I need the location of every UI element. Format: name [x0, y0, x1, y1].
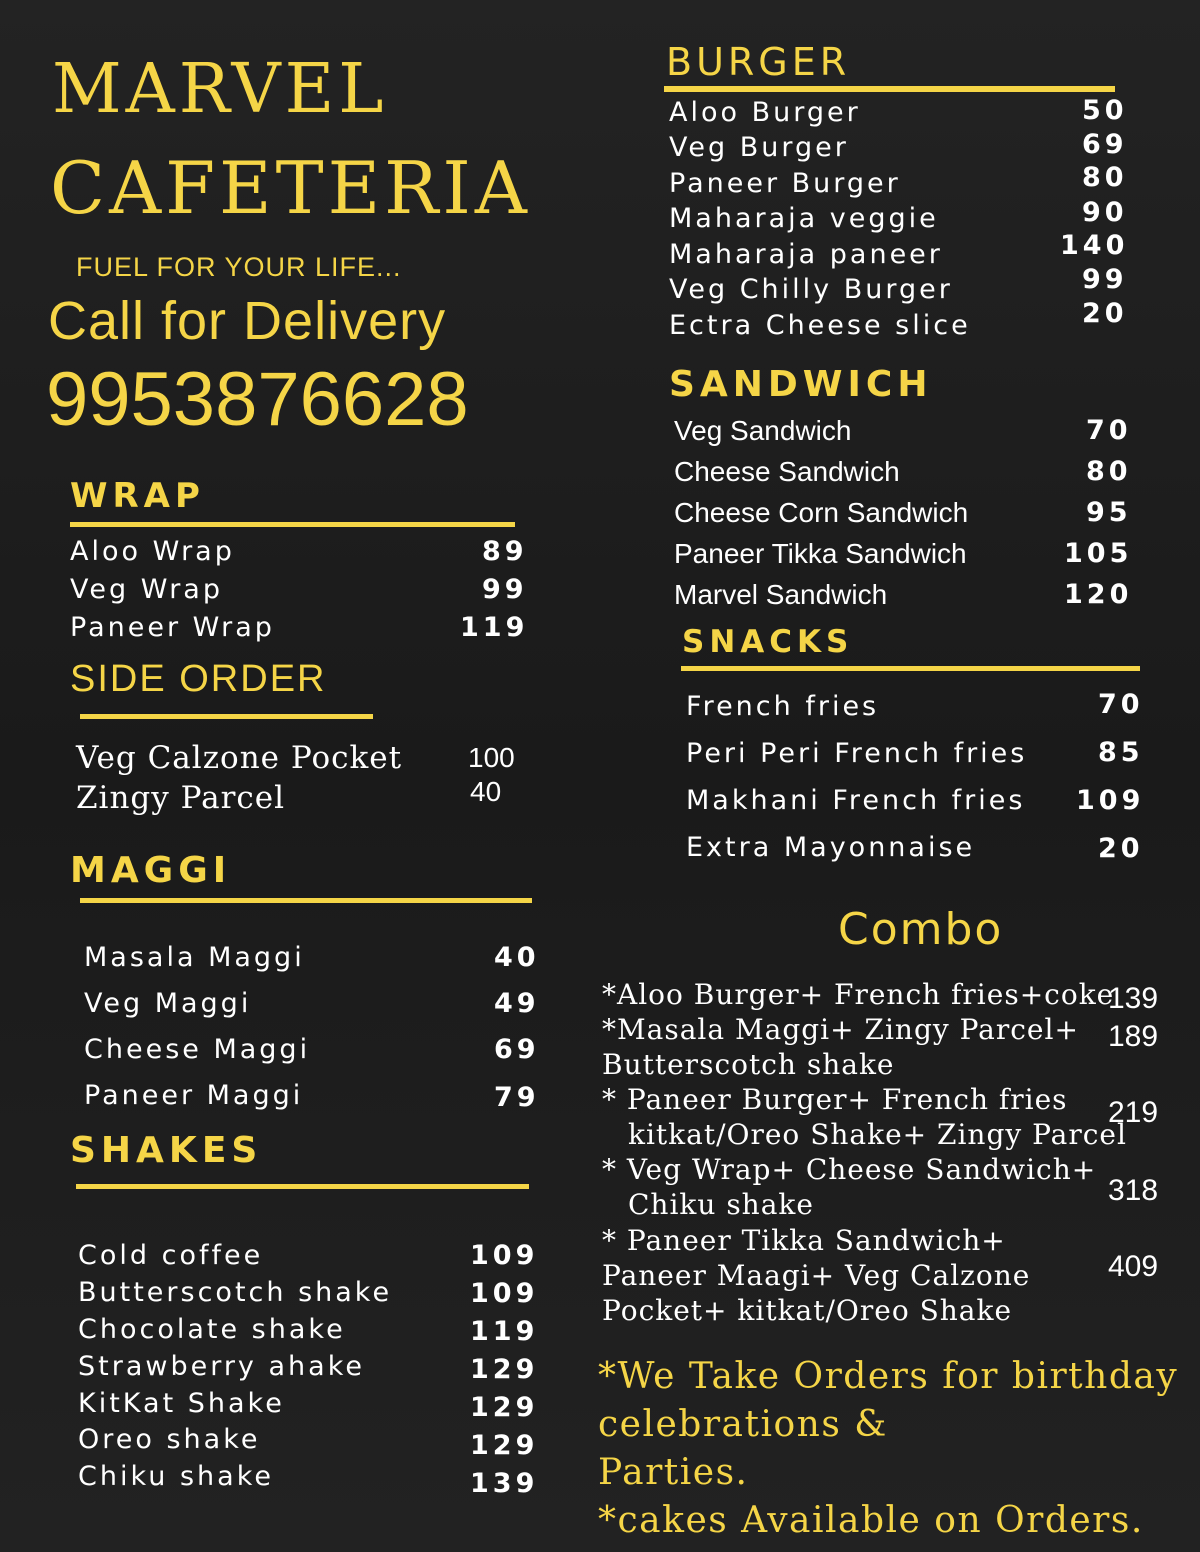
menu-item-price: 140	[1060, 230, 1129, 261]
menu-item-name: Aloo Burger	[669, 97, 861, 128]
menu-item-price: 129	[470, 1354, 539, 1385]
menu-item-name: Extra Mayonnaise	[686, 832, 976, 863]
menu-item-name: Veg Burger	[669, 132, 849, 163]
menu-item-price: 80	[1082, 162, 1128, 193]
menu-item-name: Veg Wrap	[70, 574, 223, 605]
menu-item-name: Maharaja paneer	[669, 239, 943, 270]
combo-item-line: *Masala Maggi+ Zingy Parcel+	[602, 1013, 1079, 1046]
combo-item-price: 409	[1108, 1250, 1159, 1283]
menu-item-name: French fries	[686, 691, 880, 722]
menu-item-price: 105	[1064, 538, 1133, 569]
section-title-side-order: SIDE ORDER	[70, 658, 327, 700]
combo-item-line: * Veg Wrap+ Cheese Sandwich+	[602, 1153, 1097, 1186]
menu-item-name: Zingy Parcel	[76, 780, 286, 816]
menu-item-price: 119	[470, 1316, 539, 1347]
combo-item-line: Butterscotch shake	[602, 1048, 895, 1081]
menu-item-price: 50	[1082, 95, 1128, 126]
menu-item-name: Cheese Corn Sandwich	[674, 497, 969, 528]
section-title-wrap: WRAP	[70, 476, 205, 516]
menu-item-price: 95	[1086, 497, 1132, 528]
menu-item-price: 79	[494, 1082, 540, 1113]
menu-item-name: Cheese Sandwich	[674, 456, 900, 487]
note-line: *We Take Orders for birthday	[598, 1356, 1179, 1397]
menu-item-price: 139	[470, 1468, 539, 1499]
menu-item-price: 85	[1098, 737, 1144, 768]
combo-item-line: kitkat/Oreo Shake+ Zingy Parcel	[628, 1118, 1127, 1151]
brand-title-line1: MARVEL	[52, 50, 388, 129]
section-title-snacks: SNACKS	[682, 624, 854, 660]
menu-item-price: 20	[1082, 298, 1128, 329]
menu-item-name: Veg Calzone Pocket	[76, 740, 403, 776]
menu-item-price: 70	[1086, 415, 1132, 446]
section-title-shakes: SHAKES	[70, 1130, 263, 1171]
menu-item-name: Paneer Wrap	[70, 612, 275, 643]
menu-item-name: Makhani French fries	[686, 785, 1026, 816]
menu-item-name: Paneer Maggi	[84, 1080, 304, 1111]
phone-number[interactable]: 9953876628	[46, 357, 469, 442]
menu-item-price: 69	[1082, 129, 1128, 160]
note-line: *cakes Available on Orders.	[598, 1500, 1144, 1541]
menu-item-name: Maharaja veggie	[669, 203, 939, 234]
section-title-combo: Combo	[838, 904, 1004, 955]
menu-item-price: 89	[482, 536, 528, 567]
menu-item-price: 20	[1098, 833, 1144, 864]
menu-item-name: Veg Maggi	[84, 988, 252, 1019]
combo-item-price: 219	[1108, 1096, 1159, 1129]
combo-item-price: 189	[1108, 1020, 1159, 1053]
menu-item-name: Aloo Wrap	[70, 536, 235, 567]
menu-item-price: 99	[1082, 264, 1128, 295]
menu-item-price: 119	[460, 612, 529, 643]
shakes-divider	[76, 1184, 529, 1189]
menu-item-name: Chiku shake	[78, 1461, 274, 1492]
combo-item-line: * Paneer Burger+ French fries	[602, 1083, 1068, 1116]
combo-item-line: Pocket+ kitkat/Oreo Shake	[602, 1294, 1013, 1327]
burger-divider	[664, 86, 1115, 92]
menu-item-name: Veg Sandwich	[674, 415, 852, 446]
maggi-divider	[80, 898, 532, 903]
menu-item-name: Oreo shake	[78, 1424, 261, 1455]
combo-item-price: 318	[1108, 1174, 1159, 1207]
menu-item-price: 90	[1082, 197, 1128, 228]
menu-item-name: Cold coffee	[78, 1240, 264, 1271]
combo-item-price: 139	[1108, 982, 1159, 1015]
combo-item-line: *Aloo Burger+ French fries+coke	[602, 978, 1115, 1011]
snacks-divider	[681, 666, 1140, 671]
brand-title-line2: CAFETERIA	[50, 146, 531, 230]
menu-item-name: Masala Maggi	[84, 942, 305, 973]
menu-item-price: 99	[482, 574, 528, 605]
menu-item-name: Cheese Maggi	[84, 1034, 311, 1065]
menu-item-price: 109	[470, 1240, 539, 1271]
section-title-sandwich: SANDWICH	[669, 364, 933, 405]
menu-item-price: 129	[470, 1392, 539, 1423]
tagline: FUEL FOR YOUR LIFE...	[76, 252, 402, 282]
menu-item-name: Veg Chilly Burger	[669, 274, 953, 305]
menu-item-price: 80	[1086, 456, 1132, 487]
menu-item-name: KitKat Shake	[78, 1388, 285, 1419]
side-order-divider	[80, 714, 373, 719]
menu-item-price: 70	[1098, 689, 1144, 720]
menu-item-price: 40	[470, 776, 502, 807]
menu-item-price: 109	[470, 1278, 539, 1309]
note-line: Parties.	[598, 1452, 749, 1493]
menu-item-name: Paneer Tikka Sandwich	[674, 538, 967, 569]
combo-item-line: Paneer Maagi+ Veg Calzone	[602, 1259, 1031, 1292]
menu-item-price: 120	[1064, 579, 1133, 610]
delivery-label: Call for Delivery	[48, 291, 447, 351]
combo-item-line: * Paneer Tikka Sandwich+	[602, 1224, 1006, 1257]
section-title-maggi: MAGGI	[70, 850, 232, 891]
section-title-burger: BURGER	[666, 40, 851, 84]
menu-item-price: 109	[1076, 785, 1145, 816]
menu-item-price: 129	[470, 1430, 539, 1461]
menu-item-price: 49	[494, 988, 540, 1019]
menu-item-name: Marvel Sandwich	[674, 579, 888, 610]
menu-item-price: 100	[468, 742, 515, 773]
menu-item-price: 69	[494, 1034, 540, 1065]
wrap-divider	[70, 522, 515, 527]
menu-item-name: Paneer Burger	[669, 168, 901, 199]
menu-item-price: 40	[494, 942, 540, 973]
combo-item-line: Chiku shake	[628, 1188, 814, 1221]
menu-item-name: Butterscotch shake	[78, 1277, 393, 1308]
note-line: celebrations &	[598, 1404, 888, 1445]
menu-item-name: Peri Peri French fries	[686, 738, 1028, 769]
menu-item-name: Chocolate shake	[78, 1314, 346, 1345]
menu-item-name: Strawberry ahake	[78, 1351, 365, 1382]
menu-item-name: Ectra Cheese slice	[669, 310, 971, 341]
